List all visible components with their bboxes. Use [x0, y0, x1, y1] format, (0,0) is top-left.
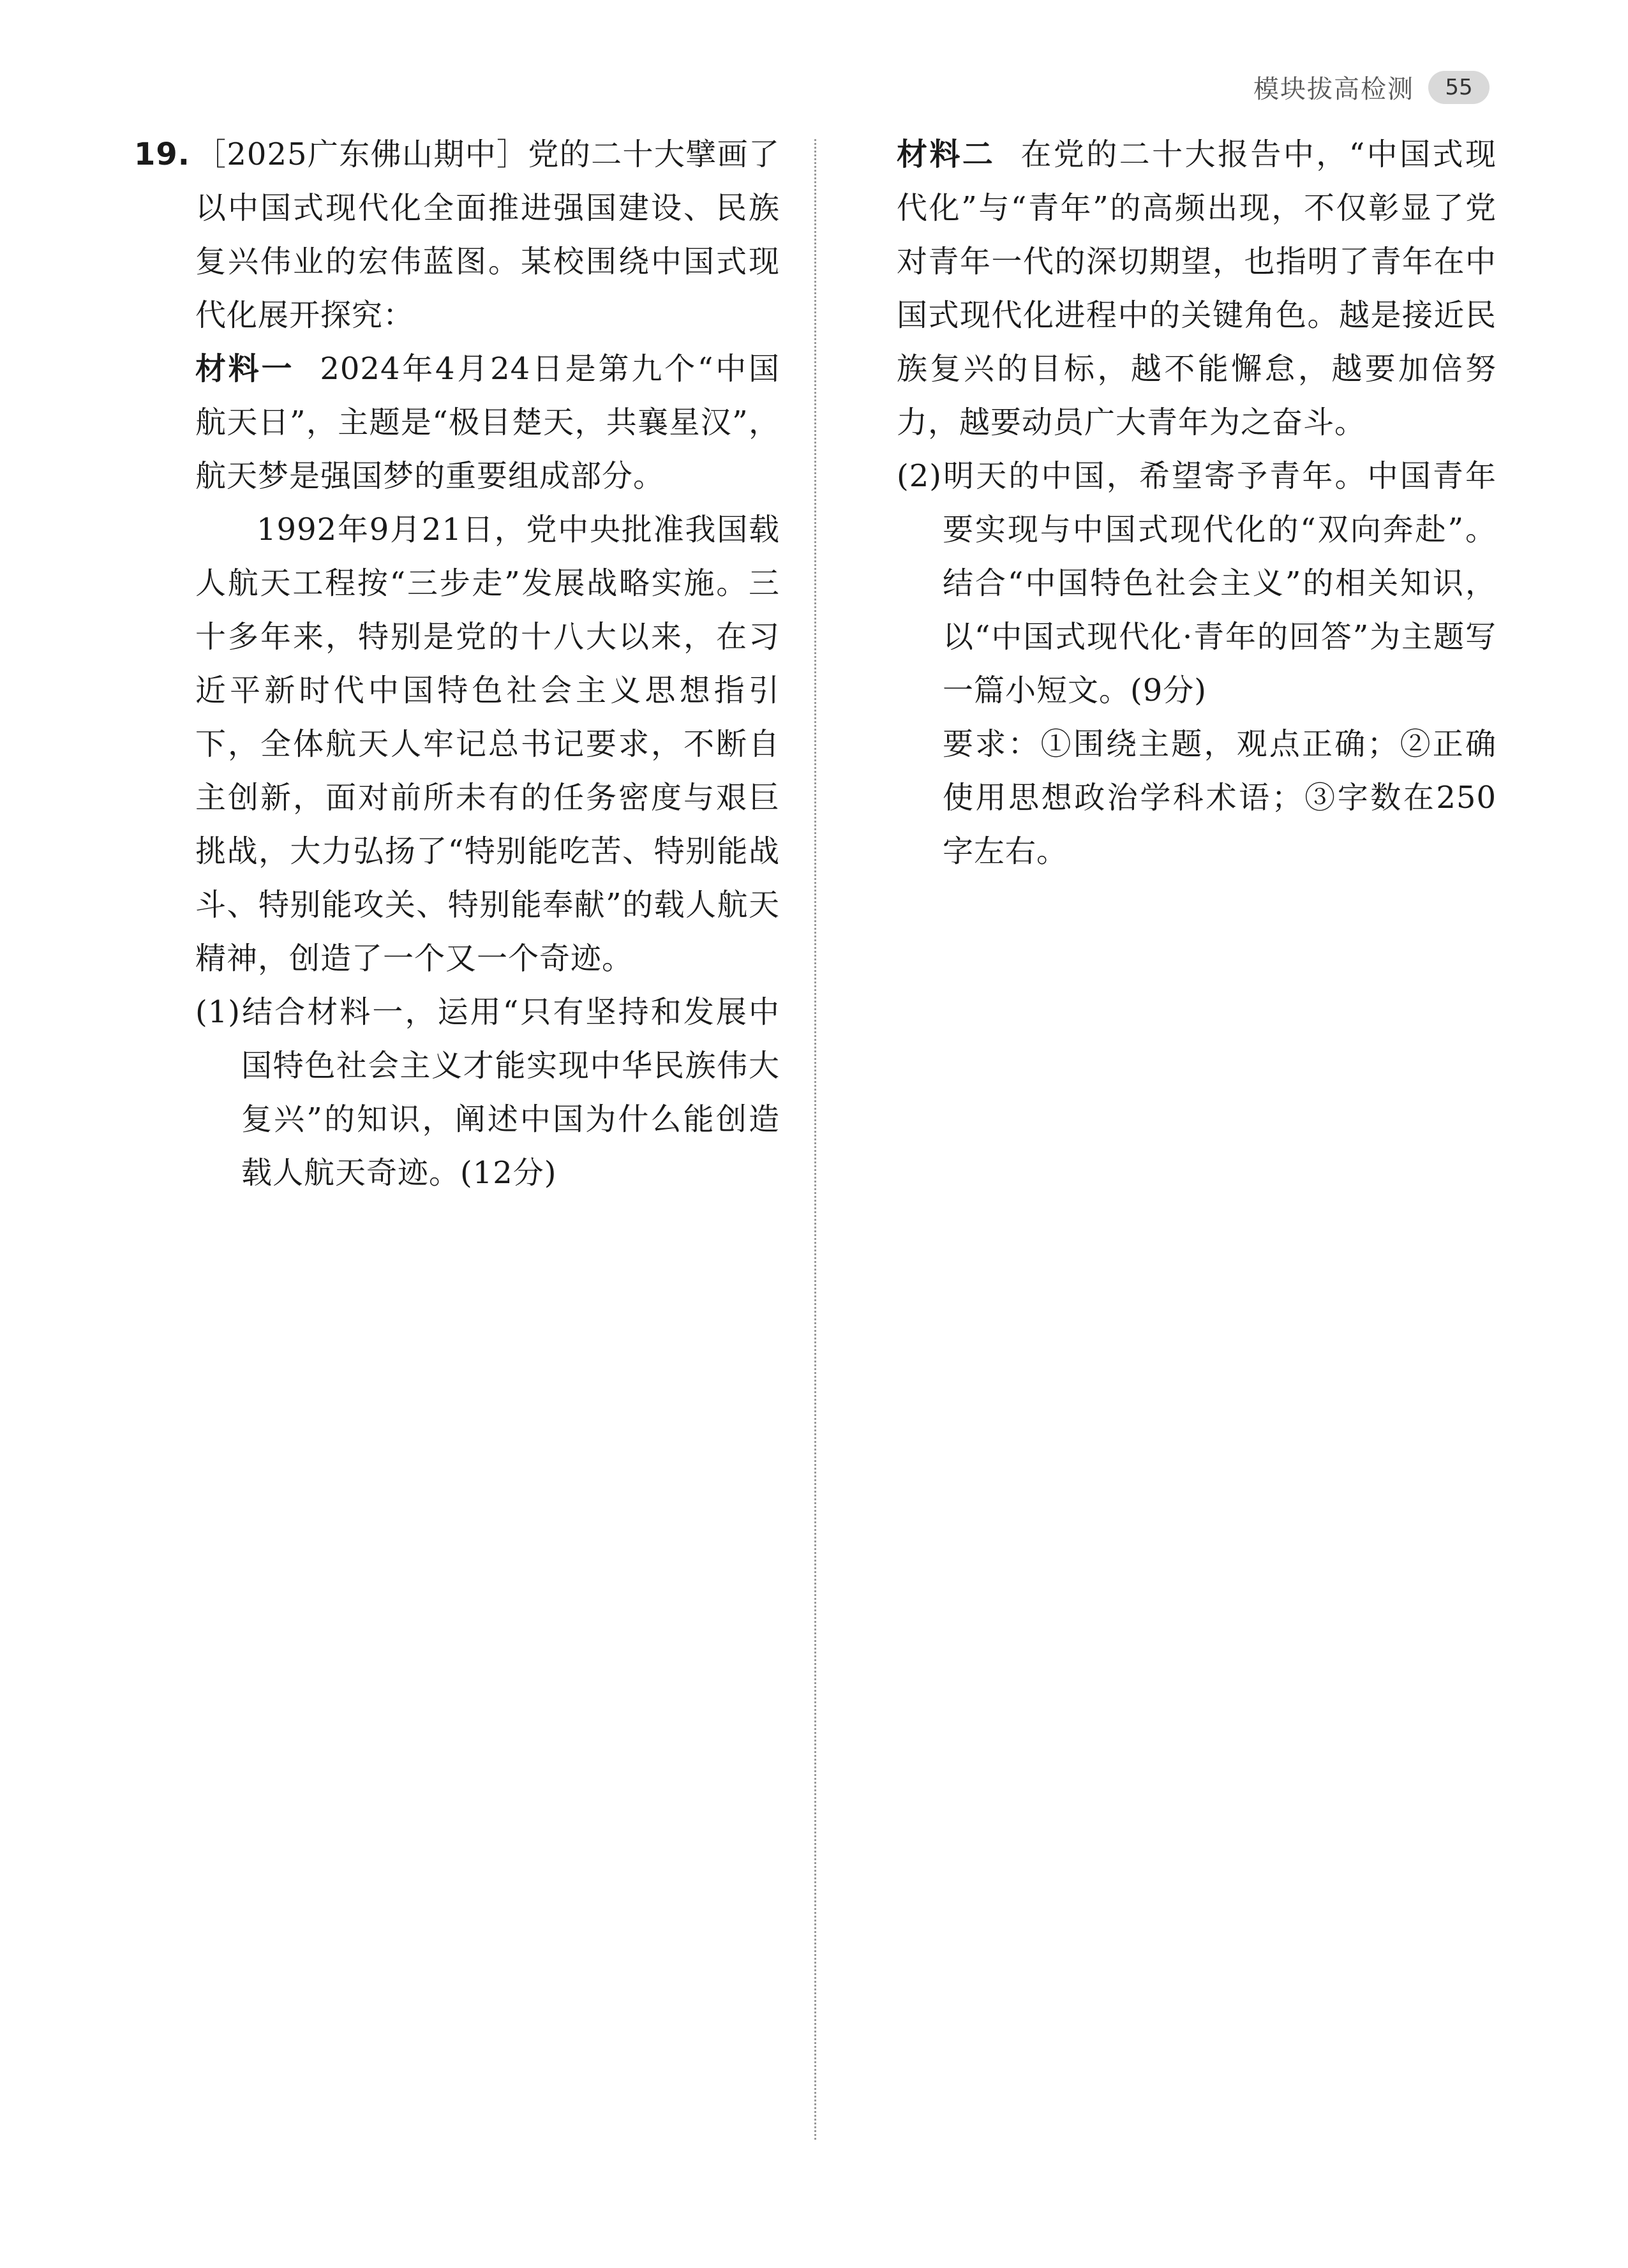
right-column	[897, 128, 1497, 878]
material-one-para1	[195, 342, 780, 503]
material-two-text: 在党的二十大报告中，“中国式现代化”与“青年”的高频出现，不仅彰显了党对青年一代的深切期望，也指明了青年在中国式现代化进程中的关键角色。越是接近民族复兴的目标，越不能懈怠，越要加倍努力，越要动员广大青年为之奋斗。	[897, 137, 1497, 440]
requirements-text: 要求：①围绕主题，观点正确；②正确使用思想政治学科术语；③字数在250字左右。	[943, 726, 1497, 869]
column-divider	[814, 139, 816, 2140]
page-header	[1253, 69, 1490, 105]
question-number: 19.	[134, 137, 191, 172]
material-one-para1-text: 2024年4月24日是第九个“中国航天日”，主题是“极目楚天，共襄星汉”，航天梦是强国梦的重要组成部分。	[195, 351, 780, 494]
section-title: 模块拔高检测	[1253, 75, 1414, 104]
question-stem: ［2025广东佛山期中］党的二十大擘画了以中国式现代化全面推进强国建设、民族复兴伟业的宏伟蓝图。某校围绕中国式现代化展开探究：	[195, 137, 780, 333]
material-two	[897, 128, 1497, 449]
sub-question-2-text: (2)明天的中国，希望寄予青年。中国青年要实现与中国式现代化的“双向奔赴”。结合“中国特色社会主义”的相关知识，以“中国式现代化·青年的回答”为主题写一篇小短文。(9分)	[897, 458, 1497, 708]
sub-question-1-text: (1)结合材料一，运用“只有坚持和发展中国特色社会主义才能实现中华民族伟大复兴”的知识，阐述中国为什么能创造载人航天奇迹。(12分)	[195, 994, 780, 1191]
material-one	[134, 342, 780, 985]
material-two-label: 材料二	[897, 137, 996, 172]
left-column	[134, 128, 780, 1200]
question-19	[134, 128, 780, 342]
material-one-para2: 1992年9月21日，党中央批准我国载人航天工程按“三步走”发展战略实施。三十多年来，特别是党的十八大以来，在习近平新时代中国特色社会主义思想指引下，全体航天人牢记总书记要求，不断自主创新，面对前所未有的任务密度与艰巨挑战，大力弘扬了“特别能吃苦、特别能战斗、特别能攻关、特别能奉献”的载人航天精神，创造了一个又一个奇迹。	[195, 512, 780, 976]
page-number-badge: 55	[1428, 71, 1490, 104]
material-one-label: 材料一	[195, 351, 295, 387]
sub-question-1	[134, 985, 780, 1200]
